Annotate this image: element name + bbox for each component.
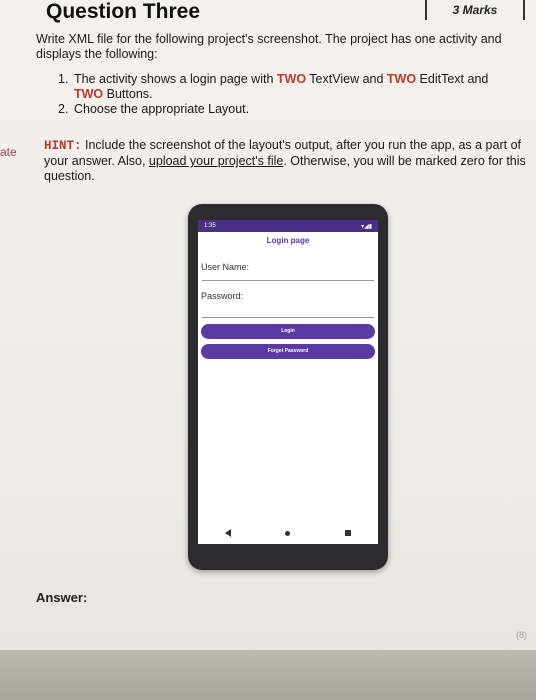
requirement-text: EditText and — [416, 72, 489, 86]
upload-link[interactable]: upload your project's file — [148, 154, 284, 168]
requirement-number: 1. — [58, 72, 69, 86]
screen-title: Login page — [266, 236, 310, 245]
emphasis-two: TWO — [276, 72, 307, 86]
answer-label: Answer: — [36, 590, 88, 605]
emphasis-two: TWO — [74, 87, 104, 101]
username-label: User Name: — [201, 262, 250, 272]
margin-note: ate — [0, 145, 17, 159]
phone-screen — [198, 220, 378, 544]
hint-text: Include the screenshot of the layout's output, after you run the app, as a part of your answer. Also, — [44, 138, 521, 168]
home-icon[interactable] — [285, 531, 290, 536]
phone-mockup — [188, 204, 388, 570]
question-intro: Write XML file for the following project's screenshot. The project has one activity and displays the following: — [36, 32, 502, 61]
status-bar — [198, 220, 378, 232]
requirements-list — [58, 72, 528, 117]
status-time: 1:35 — [204, 223, 216, 229]
requirement-text: Choose the appropriate Layout. — [74, 102, 250, 116]
forgot-password-button[interactable]: Forget Password — [201, 344, 375, 359]
hint-paragraph — [44, 138, 529, 184]
requirement-text: TextView and — [306, 72, 387, 86]
back-icon[interactable] — [225, 529, 231, 537]
requirement-text: The activity shows a login page with — [74, 72, 277, 86]
android-nav-bar — [198, 522, 378, 544]
hint-keyword: HINT: — [44, 139, 82, 153]
recents-icon[interactable] — [345, 530, 351, 536]
requirement-text: Buttons. — [103, 87, 153, 101]
question-title: Question Three — [46, 0, 201, 23]
hint-text-end: . Otherwise, you will be marked zero for this question. — [44, 154, 526, 183]
password-label: Password: — [201, 291, 244, 301]
page-number: (8) — [516, 630, 527, 640]
signal-icon: ▾◢▮ — [361, 223, 372, 230]
requirement-item-1 — [58, 72, 528, 102]
bottom-band-text — [0, 650, 536, 700]
requirement-item-2 — [58, 102, 528, 117]
requirement-number: 2. — [58, 102, 69, 116]
emphasis-two: TWO — [386, 72, 417, 86]
marks-badge: 3 Marks — [425, 0, 525, 20]
login-button[interactable]: Login — [201, 324, 375, 339]
